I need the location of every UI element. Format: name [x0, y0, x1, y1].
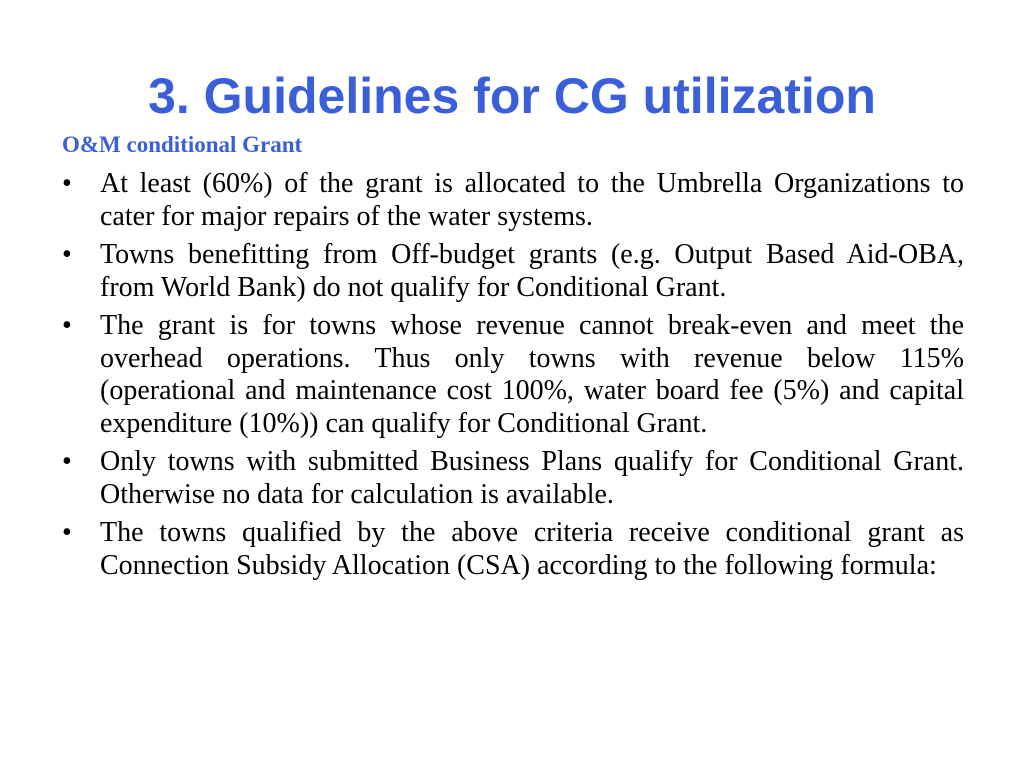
bullet-list: [58, 168, 964, 588]
slide-title: 3. Guidelines for CG utilization: [148, 68, 876, 124]
bullet-text: The towns qualified by the above criteria receive conditional grant as Connection Subsidy Allocation (CSA) according to the following formula:: [100, 517, 964, 581]
bullet-icon: •: [62, 517, 72, 548]
bullet-item: [58, 446, 964, 511]
bullet-item: [58, 517, 964, 582]
bullet-text: Only towns with submitted Business Plans qualify for Conditional Grant. Otherwise no data for calculation is available.: [100, 446, 964, 510]
bullet-item: [58, 168, 964, 233]
bullet-icon: •: [62, 446, 72, 477]
slide-subtitle: O&M conditional Grant: [62, 132, 303, 157]
bullet-text: At least (60%) of the grant is allocated to the Umbrella Organizations to cater for major repairs of the water systems.: [100, 168, 964, 232]
bullet-text: The grant is for towns whose revenue cannot break-even and meet the overhead operations. Thus only towns with revenue below 115% (operational and maintenance cost 100%, water board fee (5%) and capital expenditure (10%)) can qualify for Conditional Grant.: [100, 310, 964, 439]
bullet-item: [58, 310, 964, 440]
bullet-icon: •: [62, 168, 72, 199]
bullet-item: [58, 239, 964, 304]
bullet-icon: •: [62, 239, 72, 270]
bullet-icon: •: [62, 310, 72, 341]
bullet-text: Towns benefitting from Off-budget grants (e.g. Output Based Aid-OBA, from World Bank) do not qualify for Conditional Grant.: [100, 239, 964, 303]
